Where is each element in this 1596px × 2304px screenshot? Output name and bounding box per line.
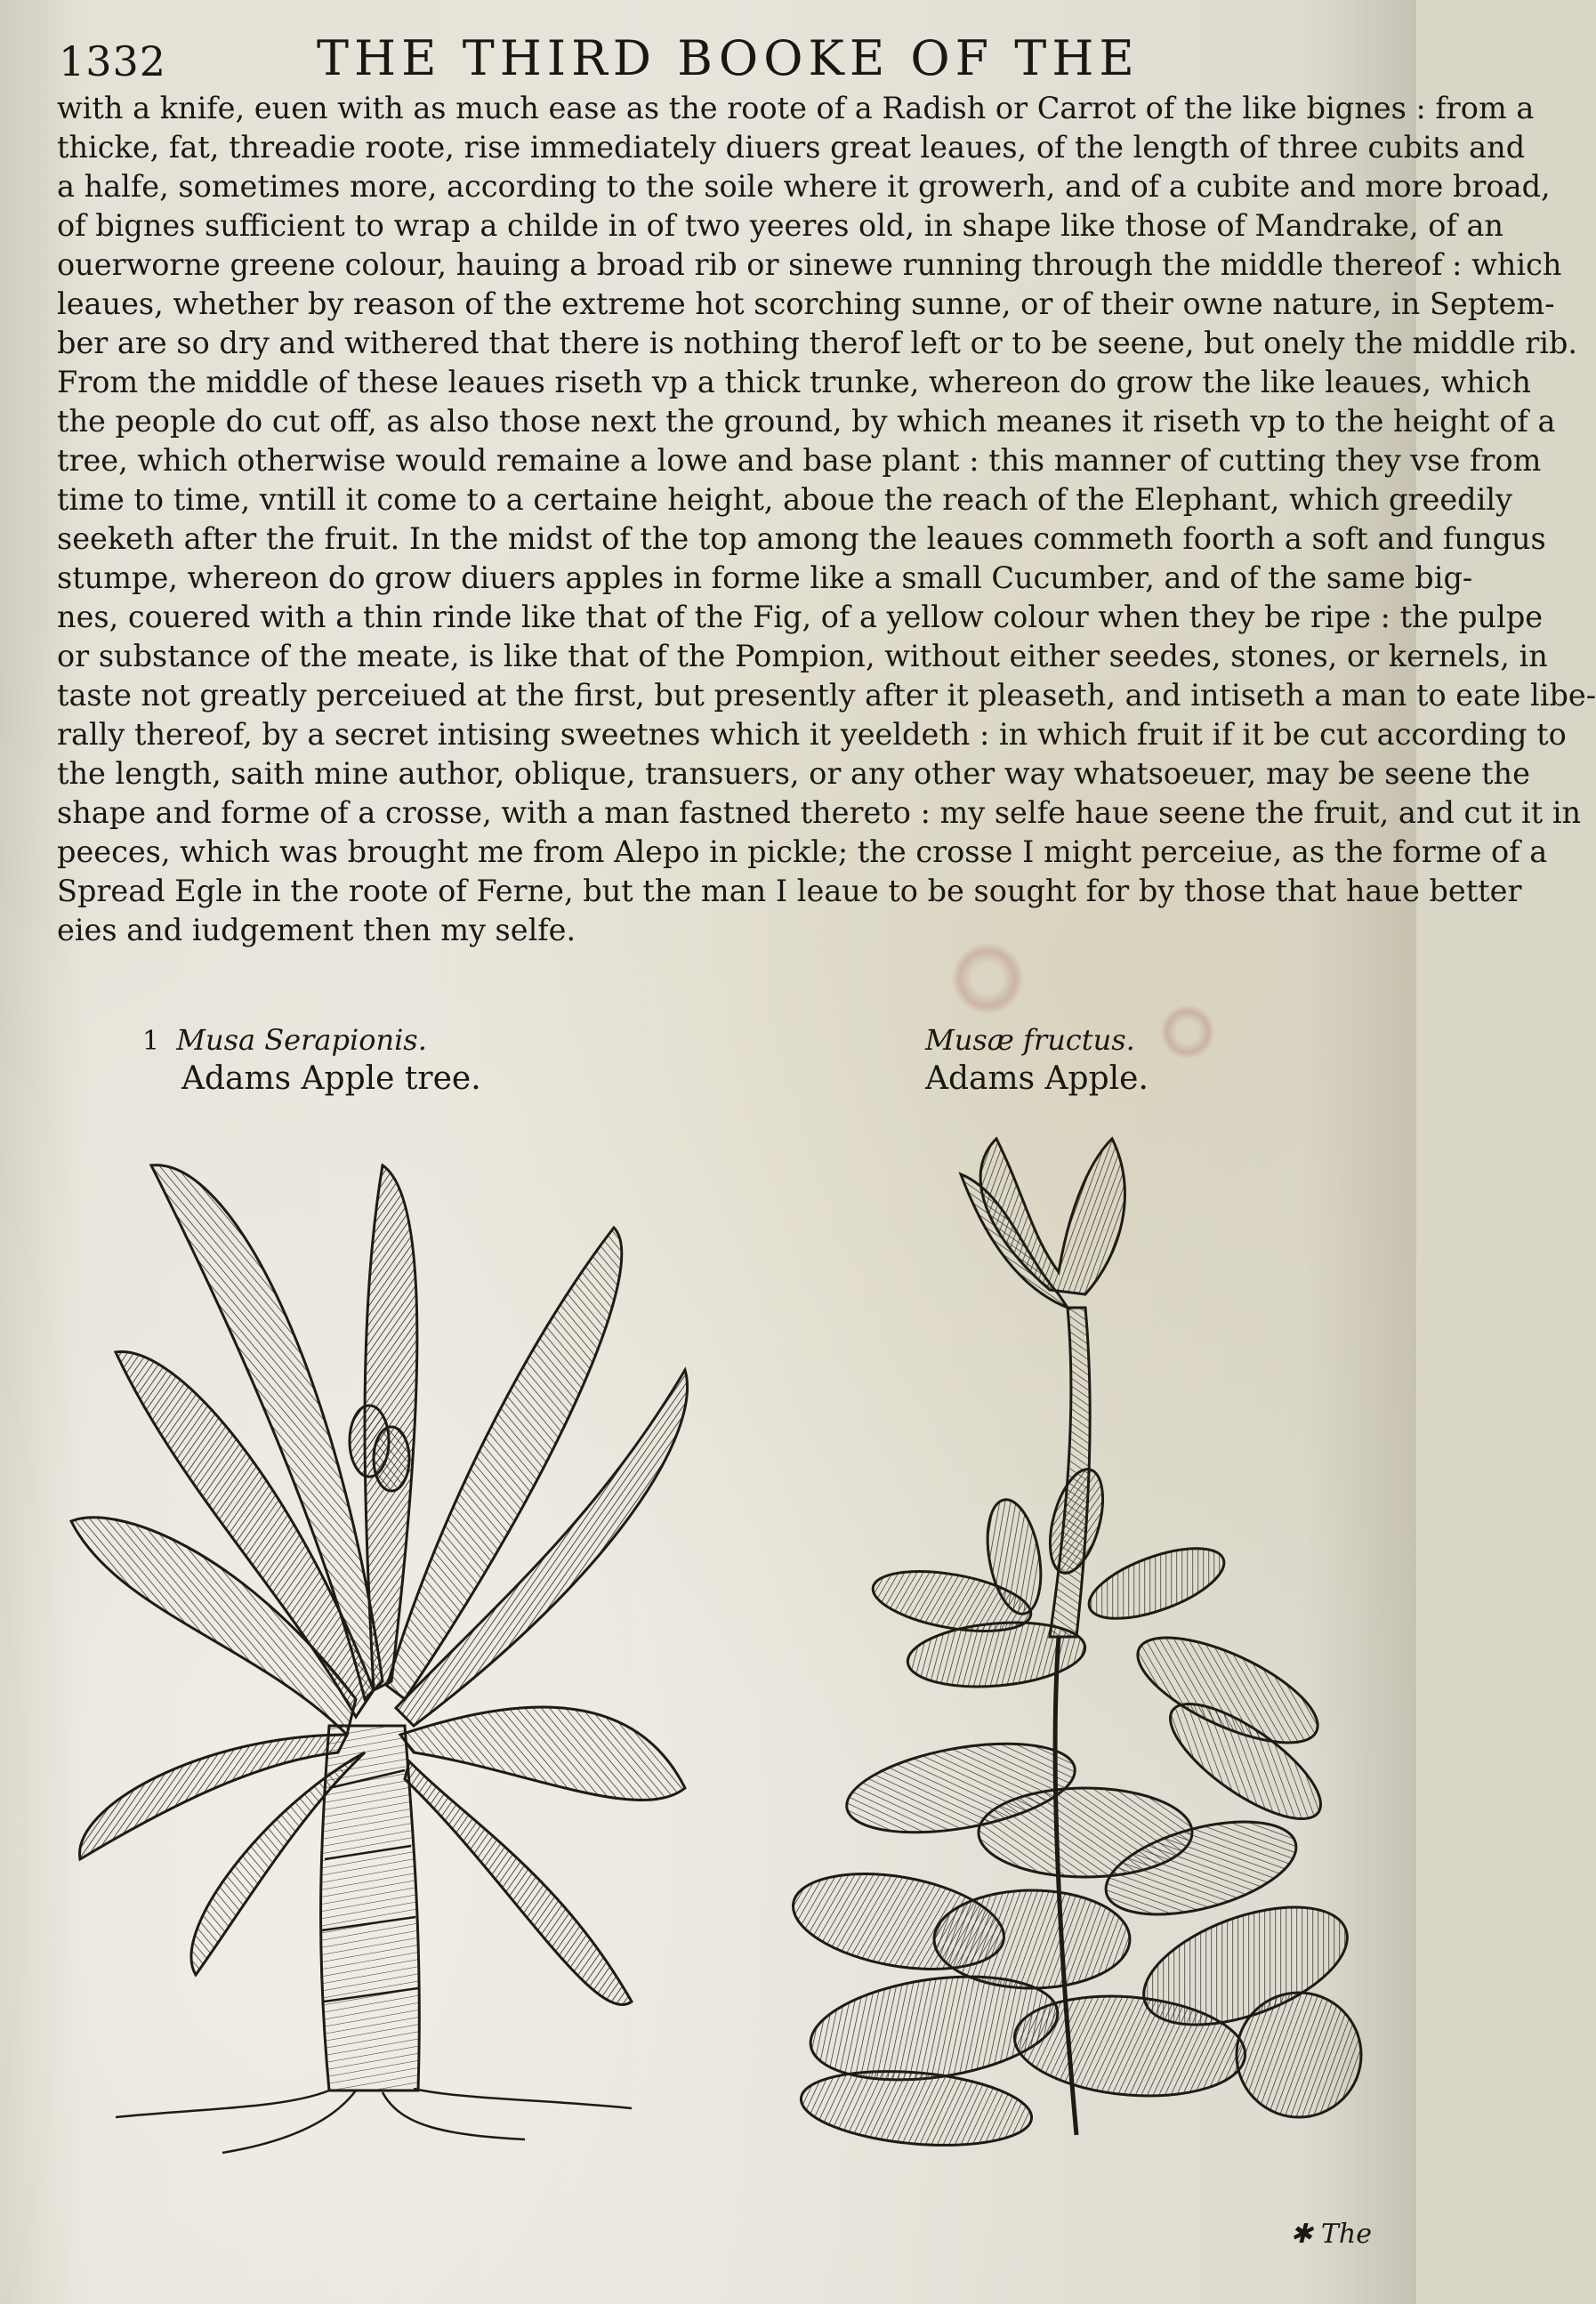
catchword: ✱ The bbox=[1290, 2219, 1372, 2250]
text-line: seeketh after the fruit. In the midst of the top among the leaues commeth foorth a soft and fungus bbox=[57, 521, 1546, 556]
text-line: stumpe, whereon do grow diuers apples in forme like a small Cucumber, and of the same big- bbox=[57, 560, 1473, 595]
text-line: peeces, which was brought me from Alepo in pickle; the crosse I might perceiue, as the forme of a bbox=[57, 834, 1548, 869]
text-line: From the middle of these leaues riseth vp a thick trunke, whereon do grow the like leaues, which bbox=[57, 365, 1531, 399]
text-line: the length, saith mine author, oblique, transuers, or any other way whatsoeuer, may be seene the bbox=[57, 756, 1530, 791]
text-line: or substance of the meate, is like that of the Pompion, without either seedes, stones, or kernels, in bbox=[57, 639, 1548, 673]
figure-caption-left bbox=[142, 1023, 676, 1097]
text-line: ouerworne greene colour, hauing a broad rib or sinewe running through the middle thereof : which bbox=[57, 247, 1562, 282]
page-number: 1332 bbox=[59, 37, 167, 85]
text-line: leaues, whether by reason of the extreme hot scorching sunne, or of their owne nature, in Septem- bbox=[57, 286, 1555, 321]
text-line: rally thereof, by a secret intising sweetnes which it yeeldeth : in which fruit if it be cut according to bbox=[57, 717, 1567, 752]
figure-caption-right bbox=[925, 1023, 1334, 1097]
running-head: THE THIRD BOOKE OF THE bbox=[317, 30, 1140, 86]
text-line: ber are so dry and withered that there is nothing therof left or to be seene, but onely the middle rib. bbox=[57, 326, 1578, 360]
body-text bbox=[57, 89, 1596, 950]
text-line: nes, couered with a thin rinde like that of the Fig, of a yellow colour when they be ripe : the pulpe bbox=[57, 600, 1544, 634]
text-line: a halfe, sometimes more, according to the soile where it growerh, and of a cubite and more broad, bbox=[57, 169, 1551, 204]
text-line: time to time, vntill it come to a certaine height, aboue the reach of the Elephant, which greedily bbox=[57, 482, 1512, 517]
text-line: of bignes sufficient to wrap a childe in of two yeeres old, in shape like those of Mandrake, of an bbox=[57, 208, 1504, 243]
figure-english-name: Adams Apple. bbox=[925, 1060, 1149, 1097]
figure-number: 1 bbox=[142, 1026, 160, 1057]
text-line: shape and forme of a crosse, with a man fastned thereto : my selfe haue seene the fruit, and cut it in bbox=[57, 795, 1582, 830]
stain-mark bbox=[952, 943, 1023, 1014]
text-line: eies and iudgement then my selfe. bbox=[57, 913, 576, 947]
text-line: taste not greatly perceiued at the first, but presently after it pleaseth, and intiseth a man to eate libe- bbox=[57, 678, 1596, 713]
text-line: thicke, fat, threadie roote, rise immediately diuers great leaues, of the length of three cubits and bbox=[57, 130, 1526, 165]
text-line: Spread Egle in the roote of Ferne, but the man I leaue to be sought for by those that haue better bbox=[57, 874, 1522, 908]
figure-latin-name: Musæ fructus. bbox=[925, 1023, 1135, 1057]
banana-tree-woodcut bbox=[62, 1148, 703, 2153]
banana-fruit-woodcut bbox=[783, 1139, 1370, 2153]
text-line: the people do cut off, as also those next the ground, by which meanes it riseth vp to the height of a bbox=[57, 404, 1556, 439]
text-line: with a knife, euen with as much ease as the roote of a Radish or Carrot of the like bignes : from a bbox=[57, 91, 1535, 125]
figure-latin-name: Musa Serapionis. bbox=[176, 1023, 427, 1057]
figure-english-name: Adams Apple tree. bbox=[181, 1060, 481, 1097]
page-header bbox=[59, 30, 1363, 93]
text-line: tree, which otherwise would remaine a lowe and base plant : this manner of cutting they vse from bbox=[57, 443, 1542, 478]
